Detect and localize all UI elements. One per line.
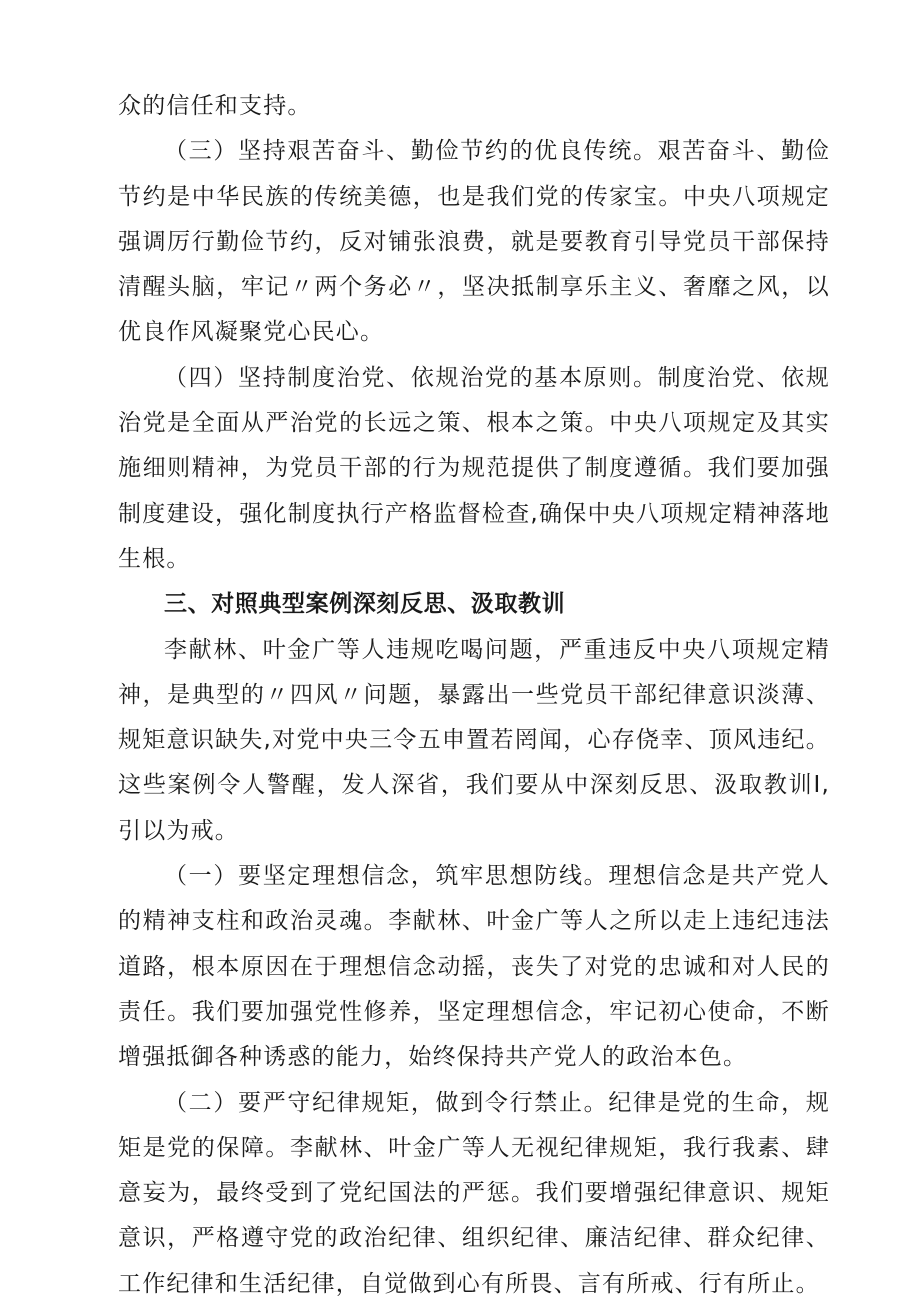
paragraph-point-2: （二）要严守纪律规矩，做到令行禁止。纪律是党的生命，规矩是党的保障。李献林、叶金广等人无视纪律规矩，我行我素、肆意妄为，最终受到了党纪国法的严惩。我们要增强纪律意识、规矩意识，严格遵守党的政治纪律、组织纪律、廉洁纪律、群众纪律、工作纪律和生活纪律，自觉做到心有所畏、言有所戒、行有所止。 <box>118 1089 830 1297</box>
paragraph-point-1: （一）要坚定理想信念，筑牢思想防线。理想信念是共产党人的精神支柱和政治灵魂。李献林、叶金广等人之所以走上违纪违法道路，根本原因在于理想信念动摇，丧失了对党的忠诚和对人民的责任。我们要加强党性修养，坚定理想信念，牢记初心使命，不断增强抵御各种诱惑的能力，始终保持共产党人的政治本色。 <box>118 863 830 1071</box>
document-body <box>118 84 830 1307</box>
section-heading: 三、对照典型案例深刻反思、汲取教训 <box>164 591 566 618</box>
paragraph-continuation: 众的信任和支持。 <box>118 93 312 119</box>
paragraph-section-3: （三）坚持艰苦奋斗、勤俭节约的优良传统。艰苦奋斗、勤俭节约是中华民族的传统美德，也是我们党的传家宝。中央八项规定强调厉行勤俭节约，反对铺张浪费，就是要教育引导党员干部保持清醒头脑，牢记〃两个务必〃，坚决抵制享乐主义、奢靡之风，以优良作风凝聚党心民心。 <box>118 138 830 346</box>
paragraph-section-4: （四）坚持制度治党、依规治党的基本原则。制度治党、依规治党是全面从严治党的长远之策、根本之策。中央八项规定及其实施细则精神，为党员干部的行为规范提供了制度遵循。我们要加强制度建设，强化制度执行产格监督检查,确保中央八项规定精神落地生根。 <box>118 364 830 572</box>
paragraph-case-intro: 李献林、叶金广等人违规吃喝问题，严重违反中央八项规定精神，是典型的〃四风〃问题，暴露出一些党员干部纪律意识淡薄、规矩意识缺失,对党中央三令五申置若罔闻，心存侥幸、顶风违纪。这些案例令人警醒，发人深省，我们要从中深刻反思、汲取教训I,引以为戒。 <box>118 636 830 844</box>
